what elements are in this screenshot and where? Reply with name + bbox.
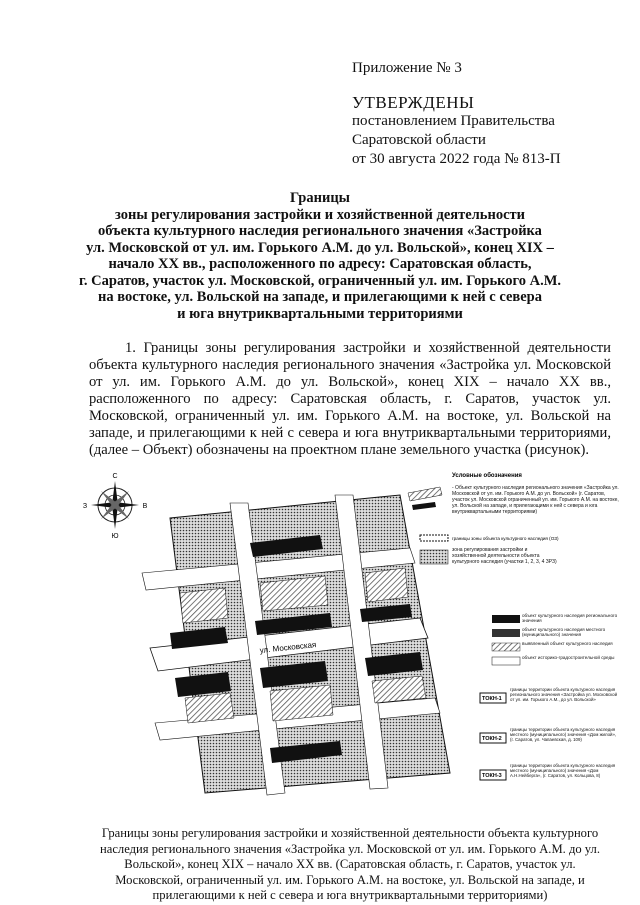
document-title [60, 190, 580, 322]
approved-heading: УТВЕРЖДЕНЫ [352, 93, 475, 112]
legend-item-text: объект историко-градостроительной среды [522, 655, 615, 660]
compass-letter: С [112, 473, 118, 480]
legend-item-text: - Объект культурного наследия регионального значения «Застройка ул. Московской от ул. им. Горького А.М. до ул. Вольской» (г. Саратов, участок ул. Московской ограниченный ул. им. Горького А.М. на востоке, ул. Вольской на западе, и прилегающими к ней с севера и юга внутриквартальными территориями) [452, 485, 619, 515]
map-figure [82, 465, 620, 821]
title-line: Границы [289, 190, 350, 206]
map-svg [82, 465, 620, 821]
title-line: начало XX вв., расположенного по адресу: Саратовская область, [108, 256, 532, 272]
title-line: ул. Московской от ул. им. Горького А.М. до ул. Вольской», конец XIX – [86, 239, 554, 256]
title-line: и юга внутриквартальными территориями [177, 305, 463, 322]
legend-item-text: выявленный объект культурного наследия [522, 641, 613, 646]
legend-item-text: границы территории объекта культурного наследия местного (муниципального) значения «Дом А.Н.Нейберга», (г. Саратов, ул. Кольцова, 8) [510, 763, 616, 779]
compass-rose-icon [83, 473, 148, 540]
title-line: зоны регулирования застройки и хозяйственной деятельности [115, 206, 525, 223]
body-paragraph: 1. Границы зоны регулирования застройки и хозяйственной деятельности объекта культурного наследия регионального значения «Застройка ул. Московской от ул. им. Горького А.М. до ул. Вольской», конец XIX – начало XX вв., расположенного по адресу: Саратовская область, г. Саратов, участок ул. Московской, ограниченный ул. им. Горького А.М. на востоке, ул. Вольской на западе, и прилегающими к ней с севера и юга внутриквартальными территориями, (далее – Объект) обозначены на проектном плане земельного участка (рисунок). [89, 340, 611, 458]
legend-tag-label: ТОКН-2 [482, 736, 502, 742]
legend-item-text: границы территории объекта культурного наследия местного (муниципального) значения «Дом жилой», (г. Саратов, ул. Чапаевская, д. 109) [510, 727, 617, 743]
approved-line: Саратовской области [352, 132, 486, 148]
appendix-label: Приложение № 3 [352, 60, 462, 76]
title-line: на востоке, ул. Вольской на западе, и прилегающими к ней с севера [97, 289, 542, 305]
street-label: ул. Московская [259, 640, 317, 655]
legend-tag-label: ТОКН-3 [482, 773, 502, 779]
title-line: г. Саратов, участок ул. Московской, ограниченный ул. им. Горького А.М. [78, 272, 562, 289]
legend-item-text: зона регулирования застройки и хозяйственной деятельности объекта культурного наследия (участки 1, 2, 3, 4 ЗРЗ) [452, 547, 557, 565]
approved-line: от 30 августа 2022 года № 813-П [352, 151, 561, 167]
compass-letter: З [82, 503, 88, 510]
legend-item-text: объект культурного наследия местного (муниципального) значения [522, 627, 606, 638]
approval-block [352, 93, 561, 169]
legend-tag-label: ТОКН-1 [482, 696, 502, 702]
title-line: объекта культурного наследия регионального значения «Застройка [98, 223, 542, 239]
compass-letter: В [142, 503, 148, 510]
site-plan [142, 495, 450, 795]
figure-caption: Границы зоны регулирования застройки и хозяйственной деятельности объекта культурного наследия регионального значения «Застройка ул. Московской от ул. им. Горького А.М. до ул. Вольской», конец XIX – начало XX вв. (Саратовская область, г. Саратов, участок ул. Московской, ограниченный ул. им. Горького А.М. на востоке, ул. Вольской на западе, и прилегающими к ней с севера и юга внутриквартальными территориями) [100, 826, 600, 902]
compass-letter: Ю [111, 533, 119, 540]
approved-line: постановлением Правительства [352, 113, 555, 129]
legend-item-text: границы зоны объекта культурного наследия (ОЗ) [452, 536, 559, 541]
legend-item-text: границы территории объекта культурного наследия регионального значения «Застройка ул. Московской от ул. им. Горького А.М., до ул. Вольской» [510, 687, 618, 703]
legend-item-text: объект культурного наследия регионального значения [522, 613, 618, 624]
legend-title: Условные обозначения [452, 473, 522, 479]
